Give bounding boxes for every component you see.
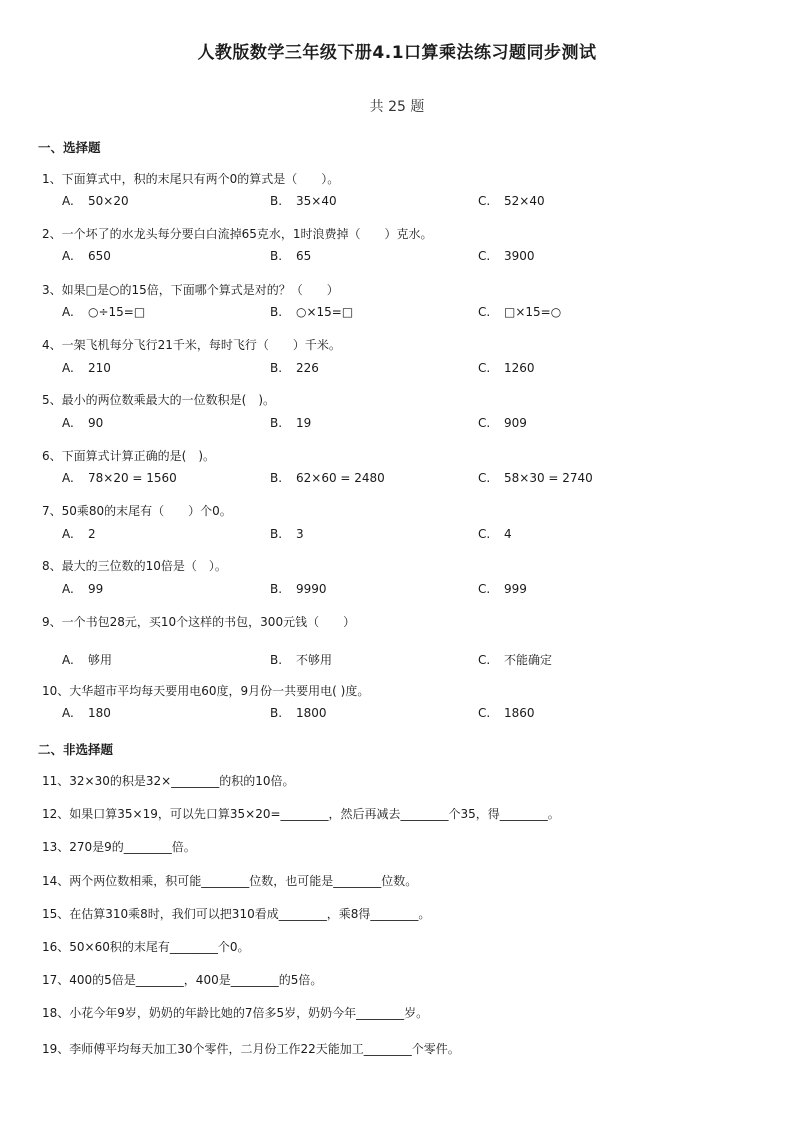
question-count: 共 25 题 <box>369 99 425 115</box>
question-10-option-a <box>62 706 111 720</box>
option-text: 4 <box>504 527 512 541</box>
option-text: 2 <box>88 527 96 541</box>
option-letter: B. <box>270 361 283 375</box>
option-text: 58×30 = 2740 <box>504 471 593 485</box>
option-text: ○×15=□ <box>296 305 354 319</box>
option-letter: A. <box>62 653 74 667</box>
question-3-option-c <box>478 305 561 319</box>
option-text: □×15=○ <box>504 305 562 319</box>
question-17-fill-in: 17、400的5倍是________，400是________的5倍。 <box>42 973 323 987</box>
question-4-option-c <box>478 361 535 375</box>
section-heading-fill: 二、非选择题 <box>38 742 114 757</box>
question-6-option-b <box>270 471 385 485</box>
option-text: 180 <box>88 706 111 720</box>
option-text: 90 <box>88 416 104 430</box>
option-text: 78×20 = 1560 <box>88 471 177 485</box>
option-text: 1260 <box>504 361 535 375</box>
option-text: 210 <box>88 361 111 375</box>
option-letter: B. <box>270 653 283 667</box>
question-1-option-b <box>270 194 337 208</box>
option-text: 19 <box>296 416 312 430</box>
question-1-stem: 1、下面算式中，积的末尾只有两个0的算式是（ ）。 <box>42 172 340 186</box>
question-5-option-b <box>270 416 311 430</box>
question-10-stem: 10、大华超市平均每天要用电60度，9月份一共要用电( )度。 <box>42 684 370 698</box>
question-6-option-c <box>478 471 593 485</box>
question-9-option-c <box>478 651 552 668</box>
option-text: 3900 <box>504 249 535 263</box>
option-letter: B. <box>270 305 283 319</box>
option-text: 1860 <box>504 706 535 720</box>
option-letter: B. <box>270 527 283 541</box>
option-text: 50×20 <box>88 194 129 208</box>
question-11-fill-in: 11、32×30的积是32×________的积的10倍。 <box>42 774 295 788</box>
question-13-fill-in: 13、270是9的________倍。 <box>42 840 196 854</box>
question-7-stem: 7、50乘80的末尾有（ ）个0。 <box>42 504 232 518</box>
option-letter: A. <box>62 194 74 208</box>
option-text: 不能确定 <box>504 653 553 667</box>
option-text: 35×40 <box>296 194 337 208</box>
question-3-option-a <box>62 305 145 319</box>
question-4-option-a <box>62 361 111 375</box>
question-6-option-a <box>62 471 177 485</box>
option-letter: C. <box>478 416 491 430</box>
option-letter: A. <box>62 249 74 263</box>
question-5-option-c <box>478 416 527 430</box>
option-text: 62×60 = 2480 <box>296 471 385 485</box>
option-letter: B. <box>270 416 283 430</box>
option-text: 3 <box>296 527 304 541</box>
option-letter: A. <box>62 706 74 720</box>
option-letter: B. <box>270 582 283 596</box>
option-letter: B. <box>270 194 283 208</box>
question-2-stem: 2、一个坏了的水龙头每分要白白流掉65克水，1时浪费掉（ ）克水。 <box>42 227 433 241</box>
question-7-option-c <box>478 527 512 541</box>
option-letter: C. <box>478 471 491 485</box>
question-14-fill-in: 14、两个两位数相乘，积可能________位数，也可能是________位数。 <box>42 874 418 888</box>
question-2-option-c <box>478 249 535 263</box>
option-text: 99 <box>88 582 104 596</box>
option-letter: C. <box>478 582 491 596</box>
option-letter: C. <box>478 361 491 375</box>
question-19-fill-in: 19、李师傅平均每天加工30个零件，二月份工作22天能加工________个零件。 <box>42 1042 460 1056</box>
option-letter: B. <box>270 471 283 485</box>
option-text: 650 <box>88 249 111 263</box>
option-text: 226 <box>296 361 319 375</box>
option-text: 999 <box>504 582 527 596</box>
option-text: ○÷15=□ <box>88 305 146 319</box>
question-2-option-a <box>62 249 111 263</box>
question-4-stem: 4、一架飞机每分飞行21千米，每时飞行（ ）千米。 <box>42 338 341 352</box>
option-text: 够用 <box>88 653 113 667</box>
question-8-option-b <box>270 582 327 596</box>
question-4-option-b <box>270 361 319 375</box>
question-9-option-a <box>62 651 112 668</box>
option-letter: C. <box>478 527 491 541</box>
option-letter: A. <box>62 305 74 319</box>
question-2-option-b <box>270 249 311 263</box>
question-3-stem: 3、如果□是○的15倍，下面哪个算式是对的？（ ） <box>42 283 339 297</box>
option-letter: B. <box>270 706 283 720</box>
option-letter: C. <box>478 249 491 263</box>
question-6-stem: 6、下面算式计算正确的是( )。 <box>42 449 215 463</box>
option-text: 52×40 <box>504 194 545 208</box>
question-9-option-b <box>270 651 332 668</box>
option-text: 65 <box>296 249 312 263</box>
option-letter: A. <box>62 582 74 596</box>
question-8-option-c <box>478 582 527 596</box>
option-text: 1800 <box>296 706 327 720</box>
question-10-option-c <box>478 706 535 720</box>
option-letter: B. <box>270 249 283 263</box>
question-5-option-a <box>62 416 103 430</box>
option-text: 909 <box>504 416 527 430</box>
option-letter: A. <box>62 471 74 485</box>
question-18-fill-in: 18、小花今年9岁，奶奶的年龄比她的7倍多5岁，奶奶今年________岁。 <box>42 1006 429 1020</box>
question-3-option-b <box>270 305 353 319</box>
question-16-fill-in: 16、50×60积的末尾有________个0。 <box>42 940 250 954</box>
option-text: 不够用 <box>296 653 333 667</box>
question-1-option-a <box>62 194 129 208</box>
question-10-option-b <box>270 706 327 720</box>
question-1-option-c <box>478 194 545 208</box>
question-7-option-a <box>62 527 96 541</box>
question-8-option-a <box>62 582 103 596</box>
question-9-stem: 9、一个书包28元，买10个这样的书包，300元钱（ ） <box>42 615 356 629</box>
option-text: 9990 <box>296 582 327 596</box>
question-8-stem: 8、最大的三位数的10倍是（ ）。 <box>42 559 227 573</box>
option-letter: A. <box>62 361 74 375</box>
option-letter: A. <box>62 527 74 541</box>
question-12-fill-in: 12、如果口算35×19，可以先口算35×20=________，然后再减去________个35，得________。 <box>42 807 560 821</box>
option-letter: C. <box>478 706 491 720</box>
option-letter: C. <box>478 194 491 208</box>
option-letter: C. <box>478 305 491 319</box>
question-5-stem: 5、最小的两位数乘最大的一位数积是( )。 <box>42 393 275 407</box>
option-letter: A. <box>62 416 74 430</box>
option-letter: C. <box>478 653 491 667</box>
section-heading-choice: 一、选择题 <box>38 140 101 155</box>
page-title: 人教版数学三年级下册4.1口算乘法练习题同步测试 <box>197 43 597 63</box>
question-7-option-b <box>270 527 304 541</box>
question-15-fill-in: 15、在估算310乘8时，我们可以把310看成________，乘8得________。 <box>42 907 431 921</box>
